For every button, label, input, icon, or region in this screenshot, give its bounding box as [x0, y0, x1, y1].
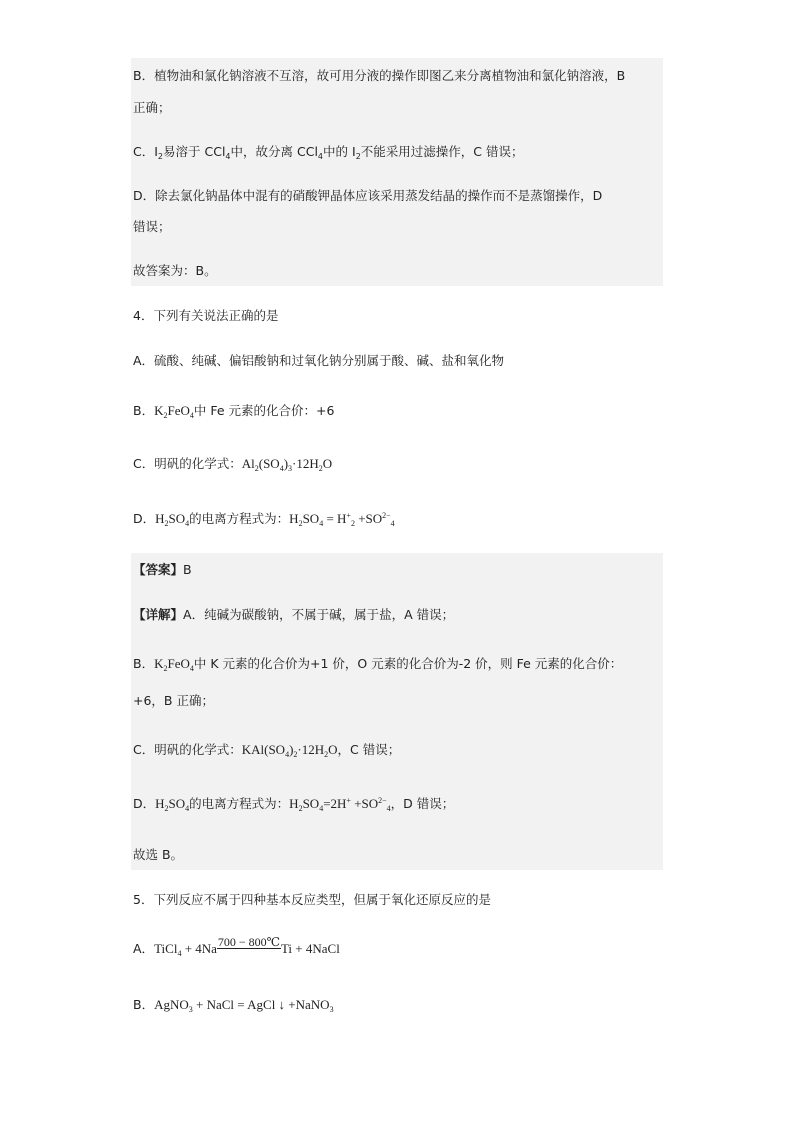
prev-conclusion: 故答案为：B。 [133, 263, 217, 278]
q4-option-a: A．硫酸、纯碱、偏铝酸钠和过氧化钠分别属于酸、碱、盐和氧化物 [133, 353, 505, 368]
q4-answer [133, 561, 192, 579]
prev-option-b-line2: 正确； [133, 100, 171, 115]
q5-stem: 5．下列反应不属于四种基本反应类型，但属于氧化还原反应的是 [133, 892, 491, 907]
q4-option-d: D．$H_2SO_4$的电离方程式为：$H_2SO_4 = H^+_2 +SO^{2-}_4$ [133, 511, 395, 528]
q5-option-a: A．TiCl$_4$ + 4Na 700 − 800℃ Ti + 4NaCl [133, 935, 340, 958]
detail-label: 【详解】 [133, 607, 184, 622]
q4-detail-b-line2: +6，B 正确； [133, 693, 214, 708]
reaction-condition: 700 − 800℃ [217, 935, 281, 949]
q4-detail-c: C．明矾的化学式：$KAl(SO_4)_2\cdot 12H_2O$，C 错误； [133, 742, 401, 759]
prev-option-d-line2: 错误； [133, 219, 171, 234]
q5-option-b: B．AgNO$_3$ + NaCl = AgCl ↓ +NaNO$_3$ [133, 997, 334, 1014]
q4-option-b: B．$K_2FeO_4$中 Fe 元素的化合价：+6 [133, 403, 335, 420]
q4-option-c: C．明矾的化学式：$Al_2(SO_4)_3\cdot 12H_2O$ [133, 456, 333, 473]
q4-stem: 4．下列有关说法正确的是 [133, 308, 279, 323]
q4-detail-d: D．$H_2SO_4$的电离方程式为：$H_2SO_4=2H^+ +SO^{2-}_4$，D 错误； [133, 796, 455, 813]
reaction-condition-arrow [217, 935, 281, 949]
q4-detail-b-line1: B．$K_2FeO_4$中 K 元素的化合价为+1 价，O 元素的化合价为-2 价，则 Fe 元素的化合价： [133, 656, 623, 673]
prev-option-d-line1: D．除去氯化钠晶体中混有的硝酸钾晶体应该采用蒸发结晶的操作而不是蒸馏操作，D [133, 188, 603, 203]
prev-option-c: C．$I_2$易溶于 CCl$_4$中，故分离 CCl$_4$中的 $I_2$不能采用过滤操作，C 错误； [133, 144, 524, 161]
explanation-block-q4 [131, 553, 663, 870]
q4-detail-conclusion: 故选 B。 [133, 847, 184, 862]
answer-label: 【答案】 [133, 562, 184, 577]
explanation-block-prev [131, 58, 663, 286]
answer-value: B [183, 562, 192, 577]
prev-option-b-line1: B．植物油和氯化钠溶液不互溶，故可用分液的操作即图乙来分离植物油和氯化钠溶液，B [133, 68, 626, 83]
q4-detail-a: 【详解】A．纯碱为碳酸钠，不属于碱，属于盐，A 错误； [133, 607, 455, 622]
